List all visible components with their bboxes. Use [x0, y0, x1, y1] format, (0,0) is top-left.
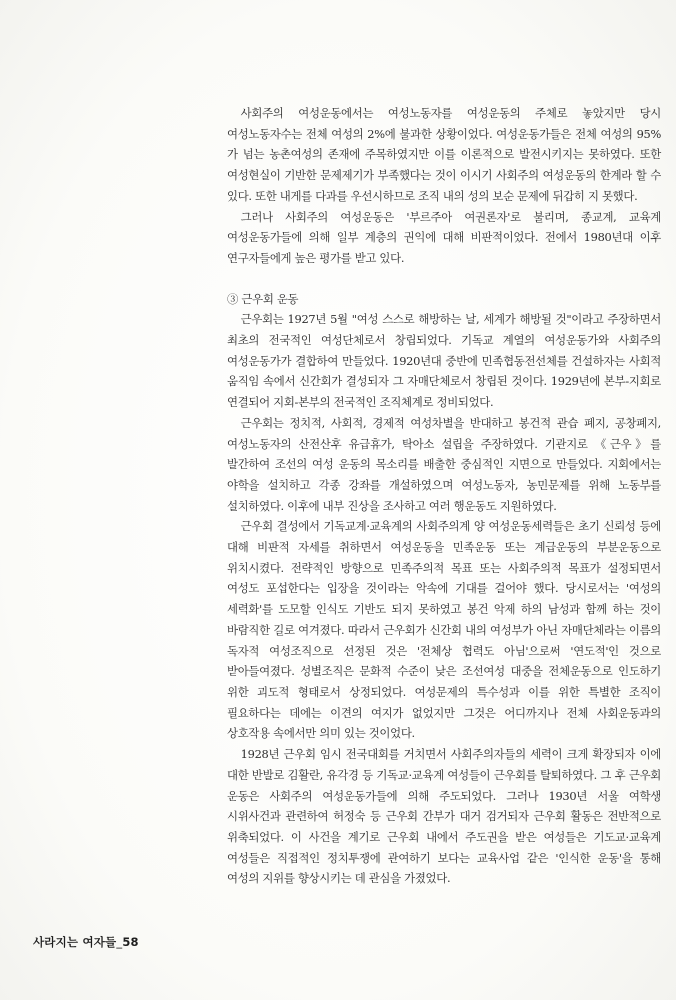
paragraph-1: 사회주의 여성운동에서는 여성노동자를 여성운동의 주체로 놓았지만 당시 여성노동자수는 전체 여성의 2%에 불과한 상황이었다. 여성운동가들은 전체 여성의 95%가 넘는 농촌여성의 존재에 주목하였지만 이를 이론적으로 발전시키지는 못하였다. 또한 여성현실이 기반한 문제제기가 부족했다는 것이 이시기 사회주의 여성운동의 한계라 할 수 있다. 또한 내게를 다과를 우선시하므로 조직 내의 성의 보순 문제에 뒤갑히 지 못했다. — [227, 106, 661, 203]
section-paragraph-3: 근우회 결성에서 기독교계·교육계의 사회주의계 양 여성운동세력들은 초기 신뢰성 등에 대해 비판적 자세를 취하면서 여성운동을 민족운동 또는 계급운동의 부분운동으로 위치시켰다. 전략적인 방향으로 민족주의적 목표 또는 사회주의적 목표가 설정되면서 여성도 포섭한다는 입장을 것이라는 악속에 기대를 걸어야 했다. 당시로서는 '여성의 세력화'를 도모할 인식도 기반도 되지 못하였고 봉건 악제 하의 남성과 함께 하는 것이 바람직한 길로 여겨졌다. 따라서 근우회가 신간회 내의 여성부가 아닌 자매단체라는 이름의 독자적 여성조직으로 선정된 것은 '전체상 협력도 아님'으로써 '연도적'인 것으로 받아들여졌다. 성별조직은 문화적 수준이 낮은 조선여성 대중을 전체운동으로 인도하기 위한 괴도적 형태로서 상정되었다. 여성문제의 특수성과 이를 위한 특별한 조직이 필요하다는 데에는 이견의 여지가 없었지만 그것은 어디까지나 전체 사회운동과의 상호작용 속에서만 의미 있는 것이었다. — [227, 519, 661, 741]
section-heading: ③ 근우회 운동 — [227, 291, 299, 306]
body-text — [227, 103, 661, 889]
section-paragraph-2: 근우회는 정치적, 사회적, 경제적 여성차별을 반대하고 봉건적 관습 폐지, 공창폐지, 여성노동자의 산전산후 유급휴가, 탁아소 설립을 주장하였다. 기관지로 《근우》를 발간하여 조선의 여성 운동의 목소리를 배출한 중심적인 지면으로 만들었다. 지회에서는 야학을 설치하고 각종 강좌를 개설하였으며 여성노동자, 농민문제를 위해 노동부를 설치하였다. 이후에 내부 진상을 조사하고 여러 행운동도 지원하였다. — [227, 415, 661, 513]
footer-separator: _ — [116, 935, 123, 949]
paragraph-2: 그러나 사회주의 여성운동은 '부르주아 여권론자'로 불리며, 종교계, 교육계 여성운동가들에 의해 일부 계층의 권익에 대해 비판적이었다. 전에서 1980년대 이후 연구자들에게 높은 평가를 받고 있다. — [227, 209, 661, 265]
page-number: 58 — [122, 935, 139, 949]
book-title: 사라지는 여자들 — [33, 935, 117, 949]
page-footer — [33, 934, 139, 950]
section-paragraph-1: 근우회는 1927년 5월 "여성 스스로 해방하는 날, 세계가 해방될 것"이라고 주장하면서 최초의 전국적인 여성단체로서 창립되었다. 기독교 계열의 여성운동가와 사회주의 여성운동가가 결합하여 만들었다. 1920년대 중반에 민족협동전선체를 건설하자는 사회적 움직임 속에서 신간회가 결성되자 그 자매단체로서 창립된 것이다. 1929년에 본부-지회로 연결되어 지회-본부의 전국적인 조직체계로 정비되었다. — [227, 312, 661, 410]
section-paragraph-4: 1928년 근우회 임시 전국대회를 거치면서 사회주의자들의 세력이 크게 확장되자 이에 대한 반발로 김활란, 유각경 등 기독교·교육계 여성들이 근우회를 탈퇴하였다. 그 후 근우회 운동은 사회주의 여성운동가들에 의해 주도되었다. 그러나 1930년 서울 여학생 시위사건과 관련하여 허정숙 등 근우회 간부가 대거 검거되자 근우회 활동은 전반적으로 위축되었다. 이 사건을 계기로 근우회 내에서 주도권을 받은 여성들은 기도교·교육계 여성들은 직접적인 정치투쟁에 관여하기 보다는 교육사업 같은 '인식한 운동'을 통해 여성의 지위를 향상시키는 데 관심을 가졌었다. — [227, 747, 661, 886]
